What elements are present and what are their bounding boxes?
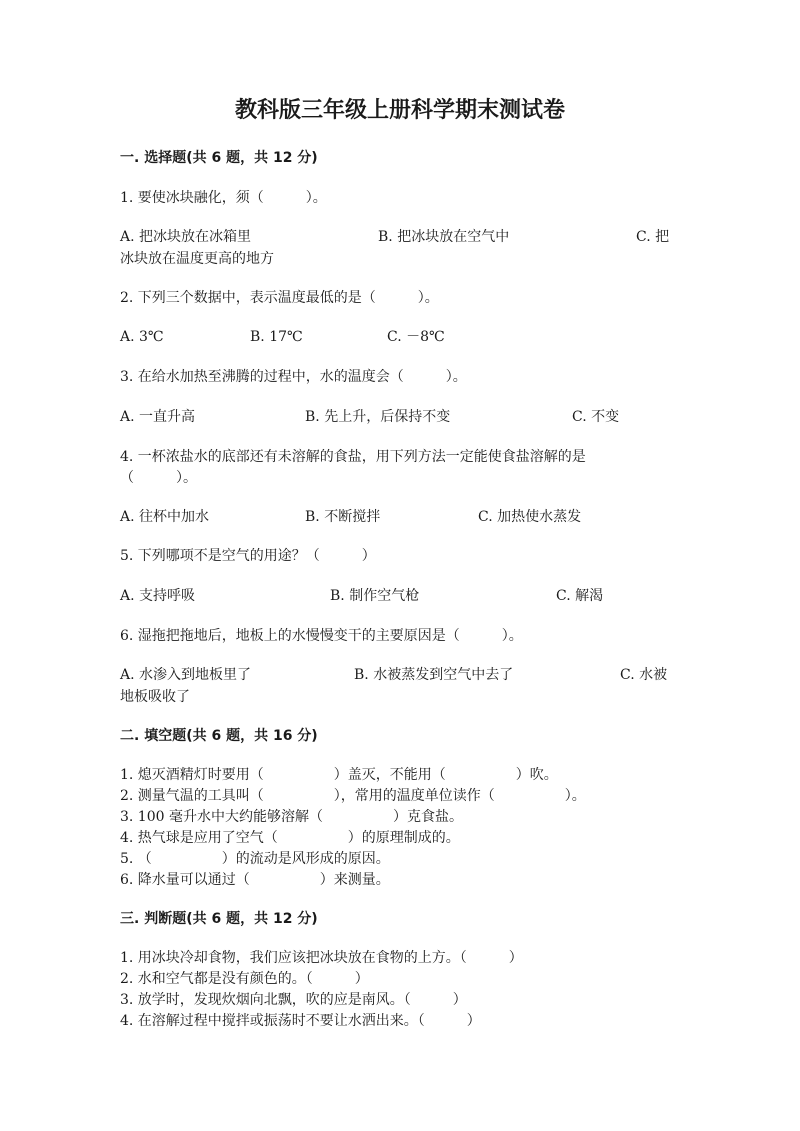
- question-2-option-c: C. －8℃: [387, 329, 445, 345]
- question-2-option-b: B. 17℃: [250, 329, 303, 345]
- question-1-stem: 1. 要使冰块融化，须（ ）。: [120, 190, 327, 206]
- question-6-stem: 6. 湿拖把拖地后，地板上的水慢慢变干的主要原因是（ ）。: [120, 628, 523, 644]
- judge-question: 2. 水和空气都是没有颜色的。（ ）: [120, 971, 369, 987]
- question-5-option-a: A. 支持呼吸: [120, 588, 196, 604]
- question-5-option-b: B. 制作空气枪: [330, 588, 420, 604]
- fill-question: 4. 热气球是应用了空气（ ）的原理制成的。: [120, 830, 460, 846]
- fill-question: 1. 熄灭酒精灯时要用（ ）盖灭，不能用（ ）吹。: [120, 767, 558, 783]
- question-4-stem-cont: （ ）。: [120, 470, 197, 486]
- question-2-option-a: A. 3℃: [120, 329, 164, 345]
- fill-question: 6. 降水量可以通过（ ）来测量。: [120, 872, 390, 888]
- question-4-option-a: A. 往杯中加水: [120, 509, 210, 525]
- fill-question: 2. 测量气温的工具叫（ ），常用的温度单位读作（ ）。: [120, 788, 586, 804]
- fill-question: 5. （ ）的流动是风形成的原因。: [120, 851, 390, 867]
- section-heading-choice: 一. 选择题(共 6 题，共 12 分): [120, 150, 318, 166]
- question-1-option-b: B. 把冰块放在空气中: [378, 229, 510, 245]
- question-3-option-b: B. 先上升，后保持不变: [305, 409, 451, 425]
- question-4-stem: 4. 一杯浓盐水的底部还有未溶解的食盐，用下列方法一定能使食盐溶解的是: [120, 449, 586, 465]
- question-1-option-a: A. 把冰块放在冰箱里: [120, 229, 252, 245]
- judge-question: 1. 用冰块冷却食物，我们应该把冰块放在食物的上方。（ ）: [120, 950, 523, 966]
- question-5-option-c: C. 解渴: [556, 588, 604, 604]
- question-5-stem: 5. 下列哪项不是空气的用途？（ ）: [120, 548, 376, 564]
- question-6-option-c-cont: 地板吸收了: [120, 689, 190, 705]
- judge-question: 4. 在溶解过程中搅拌或振荡时不要让水洒出来。（ ）: [120, 1013, 481, 1029]
- question-6-option-a: A. 水渗入到地板里了: [120, 667, 252, 683]
- section-heading-judge: 三. 判断题(共 6 题，共 12 分): [120, 911, 318, 927]
- question-3-option-c: C. 不变: [572, 409, 620, 425]
- question-1-option-c-cont: 冰块放在温度更高的地方: [120, 251, 274, 267]
- question-1-option-c: C. 把: [636, 229, 670, 245]
- question-6-option-c: C. 水被: [620, 667, 668, 683]
- question-3-option-a: A. 一直升高: [120, 409, 196, 425]
- section-heading-fill: 二. 填空题(共 6 题，共 16 分): [120, 728, 318, 744]
- question-2-stem: 2. 下列三个数据中，表示温度最低的是（ ）。: [120, 290, 439, 306]
- fill-question: 3. 100 毫升水中大约能够溶解（ ）克食盐。: [120, 809, 463, 825]
- judge-question: 3. 放学时，发现炊烟向北飘，吹的应是南风。（ ）: [120, 992, 467, 1008]
- question-4-option-c: C. 加热使水蒸发: [478, 509, 582, 525]
- question-6-option-b: B. 水被蒸发到空气中去了: [354, 667, 514, 683]
- question-3-stem: 3. 在给水加热至沸腾的过程中，水的温度会（ ）。: [120, 369, 467, 385]
- page-title: 教科版三年级上册科学期末测试卷: [234, 98, 565, 123]
- question-4-option-b: B. 不断搅拌: [305, 509, 381, 525]
